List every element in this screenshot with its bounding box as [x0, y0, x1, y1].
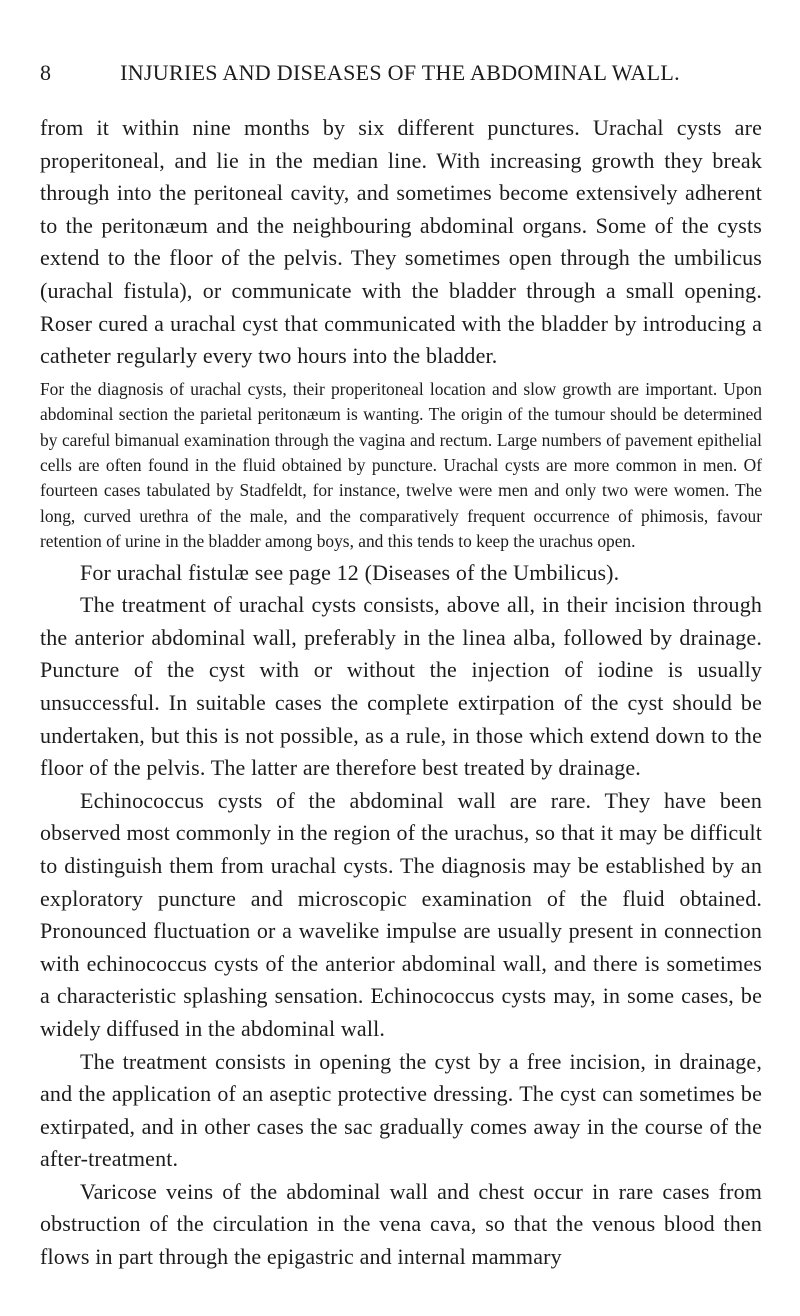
paragraph-urachal-fistulae-reference: For urachal fistulæ see page 12 (Diseases of the Umbilicus). [80, 559, 620, 585]
running-title: INJURIES AND DISEASES OF THE ABDOMINAL WALL. [120, 60, 680, 85]
paragraph-diagnosis-small-print: For the diagnosis of urachal cysts, their properitoneal location and slow growth are important. Upon abdominal section the parietal peritonæum is wanting. The origin of the tumour should be determined by careful bimanual examination through the vagina and rectum. Large numbers of pavement epithelial cells are often found in the fluid obtained by puncture. Urachal cysts are more common in men. Of fourteen cases tabulated by Stadfeldt, for instance, twelve were men and only two were women. The long, curved urethra of the male, and the comparatively frequent occurrence of phimosis, favour retention of urine in the bladder among boys, and this tends to keep the urachus open. [40, 378, 762, 552]
paragraph-urachal-cysts-continued: from it within nine months by six different punctures. Urachal cysts are properitoneal, and lie in the median line. With increasing growth they break through into the peritoneal cavity, and sometimes become extensively adherent to the peritonæum and the neighbouring abdominal organs. Some of the cysts extend to the floor of the pelvis. They sometimes open through the umbilicus (urachal fistula), or communicate with the bladder through a small opening. Roser cured a urachal cyst that communicated with the bladder by introducing a catheter regularly every two hours into the bladder. [40, 115, 762, 369]
running-head [40, 60, 760, 90]
paragraph-echinococcus-cysts: Echinococcus cysts of the abdominal wall are rare. They have been observed most commonly in the region of the urachus, so that it may be difficult to distinguish them from urachal cysts. The diagnosis may be established by an exploratory puncture and microscopic examination of the fluid obtained. Pronounced fluctuation or a wavelike impulse are usually present in connection with echinococcus cysts of the anterior abdominal wall, and there is sometimes a characteristic splashing sensation. Echinococcus cysts may, in some cases, be widely diffused in the abdominal wall. [40, 787, 762, 1041]
page-number: 8 [40, 60, 52, 85]
paragraph-echinococcus-treatment: The treatment consists in opening the cyst by a free incision, in drainage, and the application of an aseptic protective dressing. The cyst can sometimes be extirpated, and in other cases the sac gradually comes away in the course of the after-treatment. [40, 1048, 762, 1172]
paragraph-urachal-treatment: The treatment of urachal cysts consists, above all, in their incision through the anterior abdominal wall, preferably in the linea alba, followed by drainage. Puncture of the cyst with or without the injection of iodine is usually unsuccessful. In suitable cases the complete extirpation of the cyst should be undertaken, but this is not possible, as a rule, in those which extend down to the floor of the pelvis. The latter are therefore best treated by drainage. [40, 592, 762, 781]
body-text [40, 112, 762, 1274]
paragraph-varicose-veins: Varicose veins of the abdominal wall and chest occur in rare cases from obstruction of the circulation in the vena cava, so that the venous blood then flows in part through the epigastric and internal mammary [40, 1178, 762, 1270]
